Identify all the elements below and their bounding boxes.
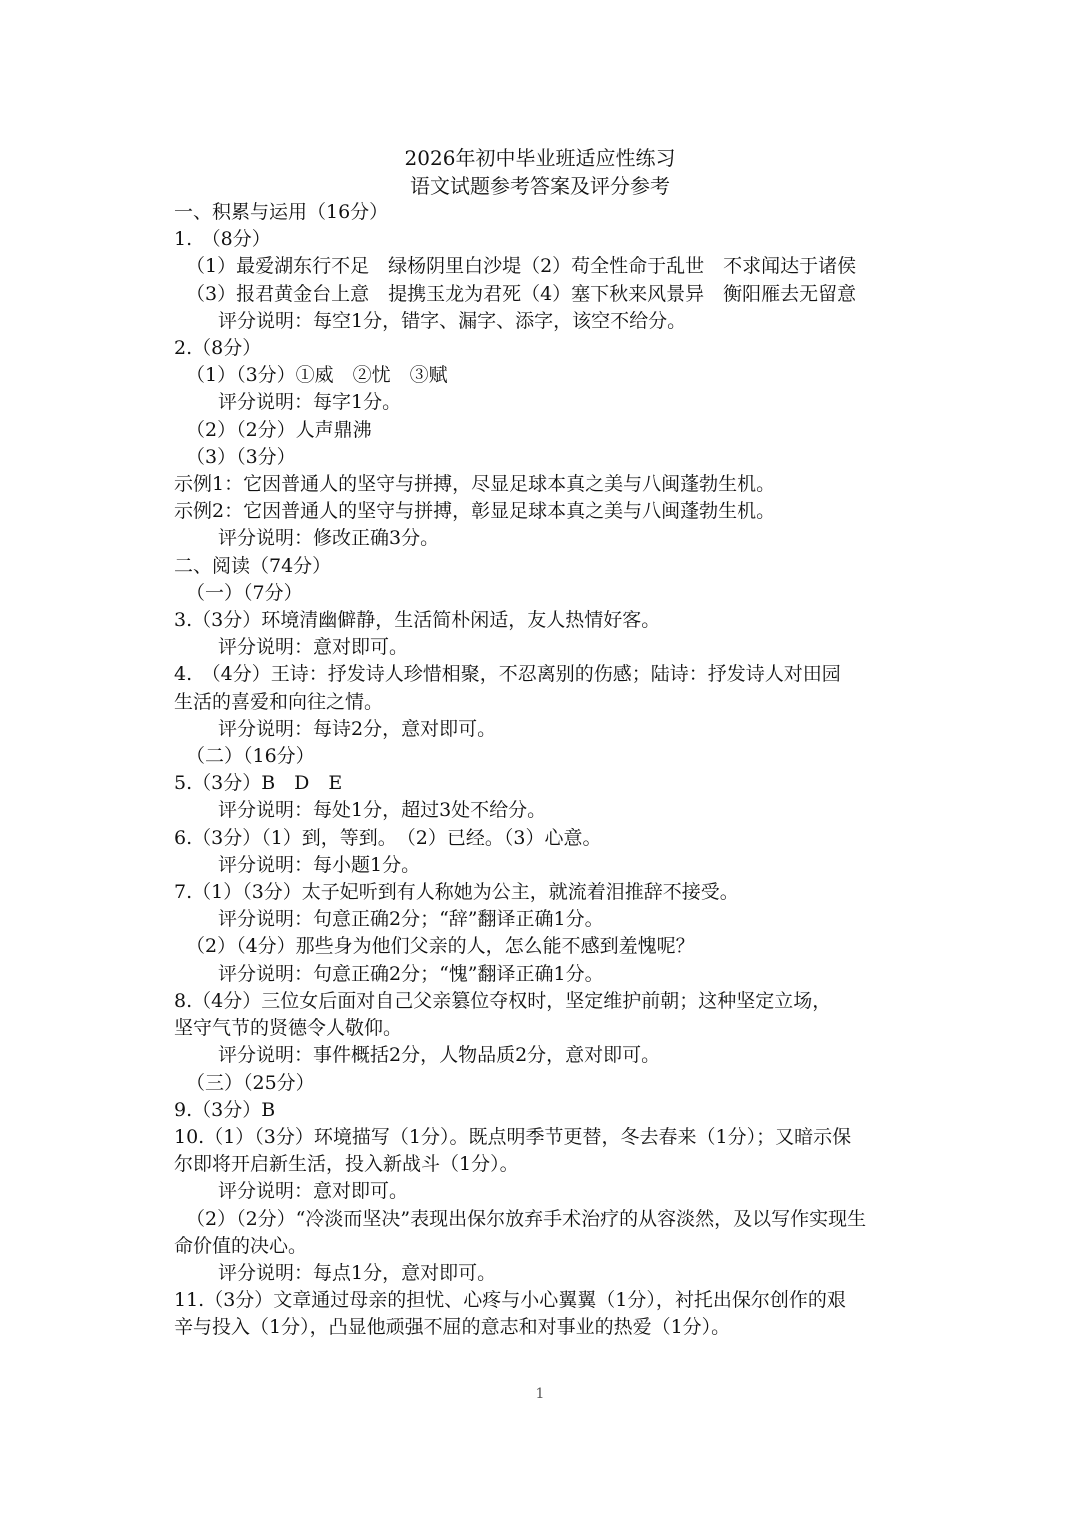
answer-line: 一、积累与运用（16分）	[174, 201, 389, 223]
answer-line: 4. （4分）王诗：抒发诗人珍惜相聚，不忍离别的伤感；陆诗：抒发诗人对田园	[174, 663, 841, 686]
answer-line: 二、阅读（74分）	[174, 554, 332, 577]
answer-line: 评分说明：每小题1分。	[218, 853, 421, 876]
answer-line: 辛与投入（1分），凸显他顽强不屈的意志和对事业的热爱（1分）。	[174, 1316, 731, 1339]
answer-line: 评分说明：句意正确2分；“愧”翻译正确1分。	[218, 962, 604, 985]
answer-line: 评分说明：修改正确3分。	[218, 527, 440, 550]
answer-line: 评分说明：意对即可。	[218, 636, 409, 659]
answer-line: 示例1：它因普通人的坚守与拼搏，尽显足球本真之美与八闽蓬勃生机。	[174, 473, 776, 496]
answer-line: （2）（4分）那些身为他们父亲的人，怎么能不感到羞愧呢？	[186, 935, 695, 958]
answer-line: 10.（1）（3分）环境描写（1分）。既点明季节更替，冬去春来（1分）；又暗示保	[174, 1125, 852, 1148]
document-subtitle: 语文试题参考答案及评分参考	[410, 174, 670, 198]
answer-line: 评分说明：每空1分，错字、漏字、添字，该空不给分。	[218, 309, 687, 332]
answer-line: （1）最爱湖东行不足 绿杨阴里白沙堤（2）苟全性命于乱世 不求闻达于诸侯	[186, 255, 857, 278]
answer-line: 坚守气节的贤德令人敬仰。	[174, 1017, 403, 1040]
answer-line: 尔即将开启新生活，投入新战斗（1分）。	[174, 1153, 519, 1176]
answer-line: 1. （8分）	[174, 228, 271, 251]
answer-line: 命价值的决心。	[174, 1234, 308, 1257]
answer-line: 7.（1）（3分）太子妃听到有人称她为公主，就流着泪推辞不接受。	[174, 881, 739, 904]
answer-line: 8.（4分）三位女后面对自己父亲篡位夺权时，坚定维护前朝；这种坚定立场，	[174, 989, 832, 1012]
answer-line: （3）报君黄金台上意 提携玉龙为君死（4）塞下秋来风景异 衡阳雁去无留意	[186, 282, 857, 305]
answer-line: （1）（3分）①威 ②忧 ③赋	[186, 364, 448, 387]
page-number: 1	[535, 1386, 545, 1402]
answer-line: （一）（7分）	[186, 581, 303, 604]
answer-line: 评分说明：每诗2分，意对即可。	[218, 717, 497, 740]
answer-line: （2）（2分）人声鼎沸	[186, 418, 372, 441]
answer-line: （三）（25分）	[186, 1071, 315, 1094]
answer-line: 评分说明：每处1分，超过3处不给分。	[218, 799, 547, 822]
answer-line: 3.（3分）环境清幽僻静，生活简朴闲适，友人热情好客。	[174, 609, 661, 632]
answer-line: 评分说明：事件概括2分，人物品质2分，意对即可。	[218, 1044, 661, 1067]
answer-line: 评分说明：意对即可。	[218, 1180, 409, 1203]
answer-line: 11.（3分）文章通过母亲的担忧、心疼与小心翼翼（1分），衬托出保尔创作的艰	[174, 1289, 846, 1312]
answer-line: 2.（8分）	[174, 337, 262, 360]
answer-line: 5.（3分）B D E	[174, 772, 343, 795]
page-header	[0, 144, 1080, 200]
answer-line: （3）（3分）	[186, 445, 296, 468]
answer-line: 示例2：它因普通人的坚守与拼搏，彰显足球本真之美与八闽蓬勃生机。	[174, 500, 776, 523]
answer-line: 评分说明：句意正确2分；“辞”翻译正确1分。	[218, 908, 604, 931]
answer-line: （2）（2分）“冷淡而坚决”表现出保尔放弃手术治疗的从容淡然，及以写作实现生	[186, 1207, 867, 1230]
answer-line: 评分说明：每字1分。	[218, 391, 402, 414]
answer-line: 生活的喜爱和向往之情。	[174, 690, 384, 713]
document-title: 2026年初中毕业班适应性练习	[404, 146, 676, 170]
answer-key-body	[174, 199, 914, 1342]
answer-line: （二）（16分）	[186, 745, 315, 768]
answer-line: 评分说明：每点1分，意对即可。	[218, 1261, 497, 1284]
answer-line: 6.（3分）（1）到，等到。 （2）已经。（3）心意。	[174, 826, 602, 849]
answer-line: 9.（3分）B	[174, 1098, 276, 1121]
